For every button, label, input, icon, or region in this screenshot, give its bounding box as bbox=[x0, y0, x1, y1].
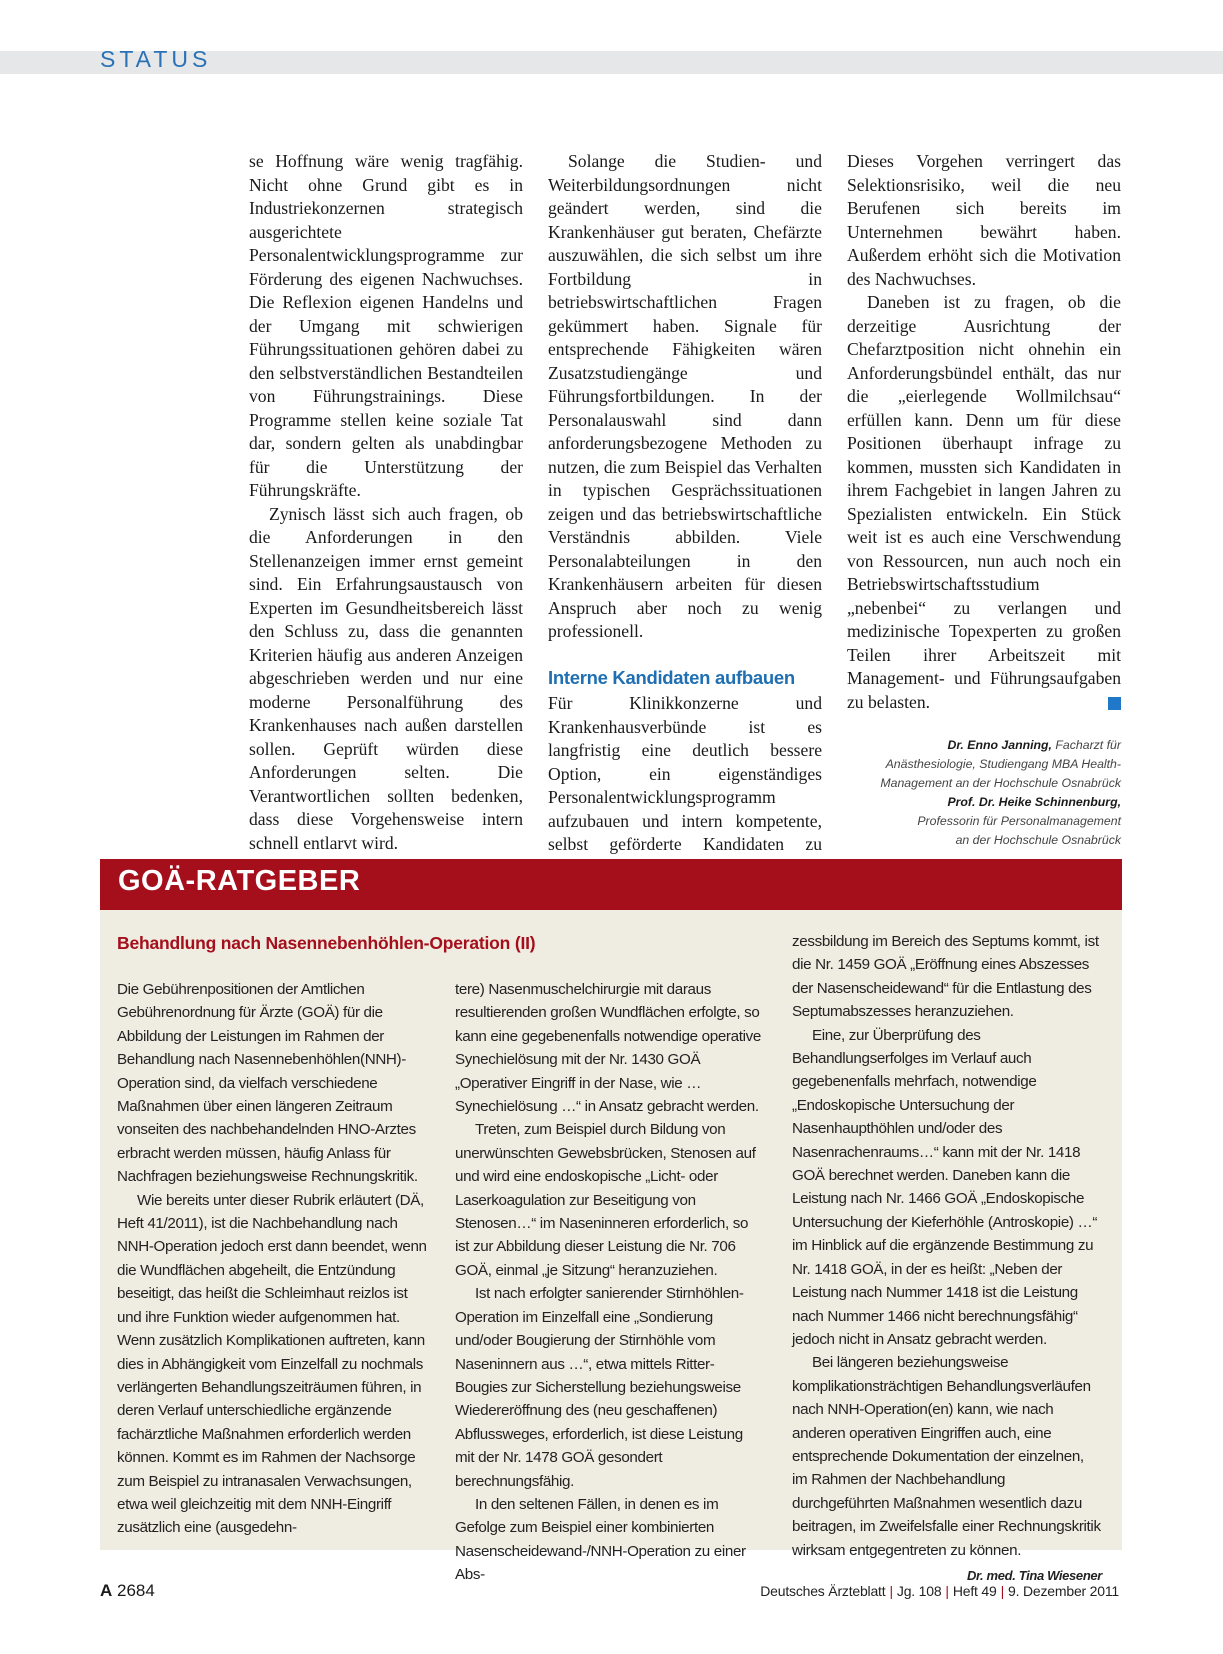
paragraph: Ist nach erfolgter sanierender Stirnhöhlen-Operation im Einzelfall eine „Sondierung und/oder Bougierung der Stirnhöhle vom Naseninnern aus …“, etwa mittels Ritter-Bougies zur Sicherstellung beziehungsweise Wiedereröffnung des (neu geschaffenen) Abflussweges, erforderlich, ist diese Leistung mit der Nr. 1478 GOÄ gesondert berechnungsfähig. bbox=[455, 1285, 744, 1490]
author-name: Dr. Enno Janning, bbox=[947, 738, 1052, 752]
journal-footer bbox=[760, 1583, 1119, 1599]
paragraph: Zynisch lässt sich auch fragen, ob die Anforderungen in den Stellenanzeigen immer ernst gemeint sind. Ein Erfahrungsaustausch von Experten im Gesundheitsbereich lässt den Schluss zu, dass die genannten Kriterien häufig aus anderen Anzeigen abgeschrieben werden und nur eine moderne Personalführung des Krankenhauses nach außen darstellen sollen. Geprüft würden diese Anforderungen selten. Die Verantwortlichen sollten bedenken, dass diese Vorgehensweise intern schnell entlarvt wird. bbox=[249, 503, 523, 853]
author-credits bbox=[847, 736, 1121, 850]
separator: | bbox=[1000, 1583, 1005, 1599]
paragraph: Eine, zur Überprüfung des Behandlungserfolges im Verlauf auch gegebenenfalls mehrfach, notwendige „Endoskopische Untersuchung der Nasenhaupthöhlen und/oder des Nasenrachenraums…“ kann mit der Nr. 1418 GOÄ berechnet werden. Daneben kann die Leistung nach Nr. 1466 GOÄ „Endoskopische Untersuchung der Kieferhöhle (Antroskopie) …“ im Hinblick auf die ergänzende Bestimmung zu Nr. 1418 GOÄ, in der es heißt: „Neben der Leistung nach Nummer 1418 ist die Leistung nach Nummer 1466 nicht berechnungsfähig“ jedoch nicht in Ansatz gebracht werden. bbox=[792, 1026, 1098, 1348]
paragraph: Solange die Studien- und Weiterbildungsordnungen nicht geändert werden, sind die Krankenhäuser gut beraten, Chefärzte auszuwählen, die sich selbst um ihre Fortbildung in betriebswirtschaftlichen Fragen gekümmert haben. Signale für entsprechende Fähigkeiten wären Zusatzstudiengänge und Führungsfortbildungen. In der Personalauswahl sind dann anforderungsbezogene Methoden zu nutzen, die zum Beispiel das Verhalten in typischen Gesprächssituationen zeigen und das betriebswirtschaftliche Verständnis abbilden. Viele Personalabteilungen in den Krankenhäusern arbeiten für diesen Anspruch aber noch zu wenig professionell. bbox=[548, 151, 822, 641]
paragraph: Dieses Vorgehen verringert das Selektionsrisiko, weil die neu Berufenen sich bereits im Unternehmen bewährt haben. Außerdem erhöht sich die Motivation des Nachwuchses. bbox=[847, 151, 1121, 289]
page-number-value: 2684 bbox=[117, 1581, 155, 1600]
paragraph bbox=[847, 291, 1121, 714]
author-role: Anästhesiologie, Studiengang MBA Health- bbox=[885, 757, 1121, 771]
page-number bbox=[100, 1581, 155, 1601]
journal-date: 9. Dezember 2011 bbox=[1008, 1583, 1119, 1599]
author-name: Prof. Dr. Heike Schinnenburg, bbox=[947, 795, 1121, 809]
author-role: Professorin für Personalmanagement bbox=[917, 814, 1121, 828]
author-role: Management an der Hochschule Osnabrück bbox=[880, 776, 1121, 790]
journal-volume: Jg. 108 bbox=[896, 1583, 942, 1599]
section-label: STATUS bbox=[100, 46, 212, 72]
separator: | bbox=[889, 1583, 893, 1599]
article-end-mark-icon bbox=[1108, 697, 1121, 710]
journal-issue: Heft 49 bbox=[952, 1583, 997, 1599]
paragraph: In den seltenen Fällen, in denen es im Gefolge zum Beispiel einer kombinierten Nasenscheidewand-/NNH-Operation zu einer Abs- bbox=[455, 1495, 746, 1584]
paragraph bbox=[792, 1351, 1102, 1583]
paragraph: Wie bereits unter dieser Rubrik erläutert (DÄ, Heft 41/2011), ist die Nachbehandlung nach NNH-Operation jedoch erst dann beendet, wenn die Wundflächen abgeheilt, die Entzündung beseitigt, das heißt die Schleimhaut reizlos ist und ihre Funktion wieder aufgenommen hat. Wenn zusätzlich Komplikationen auftreten, kann dies in Abhängigkeit vom Einzelfall zu nochmals verlängerten Behandlungszeiträumen führen, in deren Verlauf unterschiedliche ergänzende fachärztliche Maßnahmen erforderlich werden können. Kommt es im Rahmen der Nachsorge zum Beispiel zu intranasalen Verwachsungen, etwa weil gleichzeitig mit dem NNH-Eingriff zusätzlich eine (ausgedehn- bbox=[117, 1191, 427, 1537]
goa-title: GOÄ-RATGEBER bbox=[118, 865, 361, 897]
paragraph: zessbildung im Bereich des Septums kommt, ist die Nr. 1459 GOÄ „Eröffnung eines Abszesses der Nasenscheidewand“ für die Entlastung des Septumabszesses heranzuziehen. bbox=[792, 933, 1099, 1021]
paragraph: se Hoffnung wäre wenig tragfähig. Nicht ohne Grund gibt es in Industriekonzernen strategisch ausgerichtete Personalentwicklungsprogramme zur Förderung des eigenen Nachwuchses. Die Reflexion eigenen Handelns und der Umgang mit schwierigen Führungssituationen gehören dabei zu den selbstverständlichen Bestandteilen von Führungstrainings. Diese Programme stellen keine soziale Tat dar, sondern gelten als unabdingbar für die Unterstützung der Führungskräfte. bbox=[249, 151, 523, 500]
separator: | bbox=[945, 1583, 949, 1599]
goa-column-3 bbox=[792, 930, 1102, 1587]
journal-name: Deutsches Ärzteblatt bbox=[760, 1583, 886, 1599]
page-prefix: A bbox=[100, 1581, 113, 1600]
paragraph: tere) Nasenmuschelchirurgie mit daraus resultierenden großen Wundflächen erfolgte, so kann eine gegebenenfalls notwendige operative Synechielösung mit der Nr. 1430 GOÄ „Operativer Eingriff in der Nase, wie … Synechielösung …“ in Ansatz gebracht werden. bbox=[455, 981, 761, 1116]
author-role: an der Hochschule Osnabrück bbox=[955, 833, 1121, 847]
author-signature: Dr. med. Tina Wiesener bbox=[967, 1567, 1102, 1583]
goa-subtitle: Behandlung nach Nasennebenhöhlen-Operation (II) bbox=[117, 933, 536, 953]
paragraph: Für Klinikkonzerne und Krankenhausverbünde ist es langfristig eine deutlich bessere Option, ein eigenständiges Personalentwicklungsprogramm aufzubauen und intern kompetente, selbst geförderte Kandidaten zu bbox=[548, 693, 822, 854]
goa-column-1 bbox=[117, 978, 427, 1540]
paragraph: Treten, zum Beispiel durch Bildung von unerwünschten Gewebsbrücken, Stenosen auf und wird eine endoskopische „Licht- oder Laserkoagulation zur Beseitigung von Stenosen…“ im Naseninneren erforderlich, so ist zur Abbildung dieser Leistung die Nr. 706 GOÄ, einmal „je Sitzung“ heranzuziehen. bbox=[455, 1121, 756, 1279]
section-subheading: Interne Kandidaten aufbauen bbox=[548, 666, 795, 688]
paragraph-text: Bei längeren beziehungsweise komplikationsträchtigen Behandlungsverläufen nach NNH-Operation(en) kann, wie nach anderen operativen Eingriffen auch, eine entsprechende Dokumentation der einzelnen, im Rahmen der Nachbehandlung durchgeführten Maßnahmen wesentlich dazu beitragen, im Zweifelsfalle einer Rechnungskritik wirksam entgegentreten zu können. bbox=[792, 1354, 1101, 1559]
paragraph: Die Gebührenpositionen der Amtlichen Gebührenordnung für Ärzte (GOÄ) für die Abbildung der Leistungen im Rahmen der Behandlung nach Nasennebenhöhlen(NNH)-Operation sind, da vielfach verschiedene Maßnahmen über einen längeren Zeitraum vonseiten des nachbehandelnden HNO-Arztes erbracht werden müssen, häufig Anlass für Nachfragen beziehungsweise Rechnungskritik. bbox=[117, 981, 418, 1186]
article-column-3 bbox=[847, 150, 1121, 850]
author-role: Facharzt für bbox=[1055, 738, 1121, 752]
paragraph-text: Daneben ist zu fragen, ob die derzeitige Ausrichtung der Chefarztposition nicht ohnehin ein Anforderungsbündel enthält, das nur die „eierlegende Wollmilchsau“ erfüllen kann. Denn um für diese Positionen überhaupt infrage zu kommen, mussten sich Kandidaten in ihrem Fachgebiet in langen Jahren zu Spezialisten entwickeln. Ein Stück weit ist es auch eine Verschwendung von Ressourcen, nun auch noch ein Betriebswirtschaftsstudium „nebenbei“ zu verlangen und medizinische Topexperten zu großen Teilen ihrer Arbeitszeit mit Management- und Führungsaufgaben zu belasten. bbox=[847, 292, 1121, 712]
goa-column-2 bbox=[455, 978, 765, 1587]
article-column-2 bbox=[548, 150, 822, 904]
article-column-1 bbox=[249, 150, 523, 855]
